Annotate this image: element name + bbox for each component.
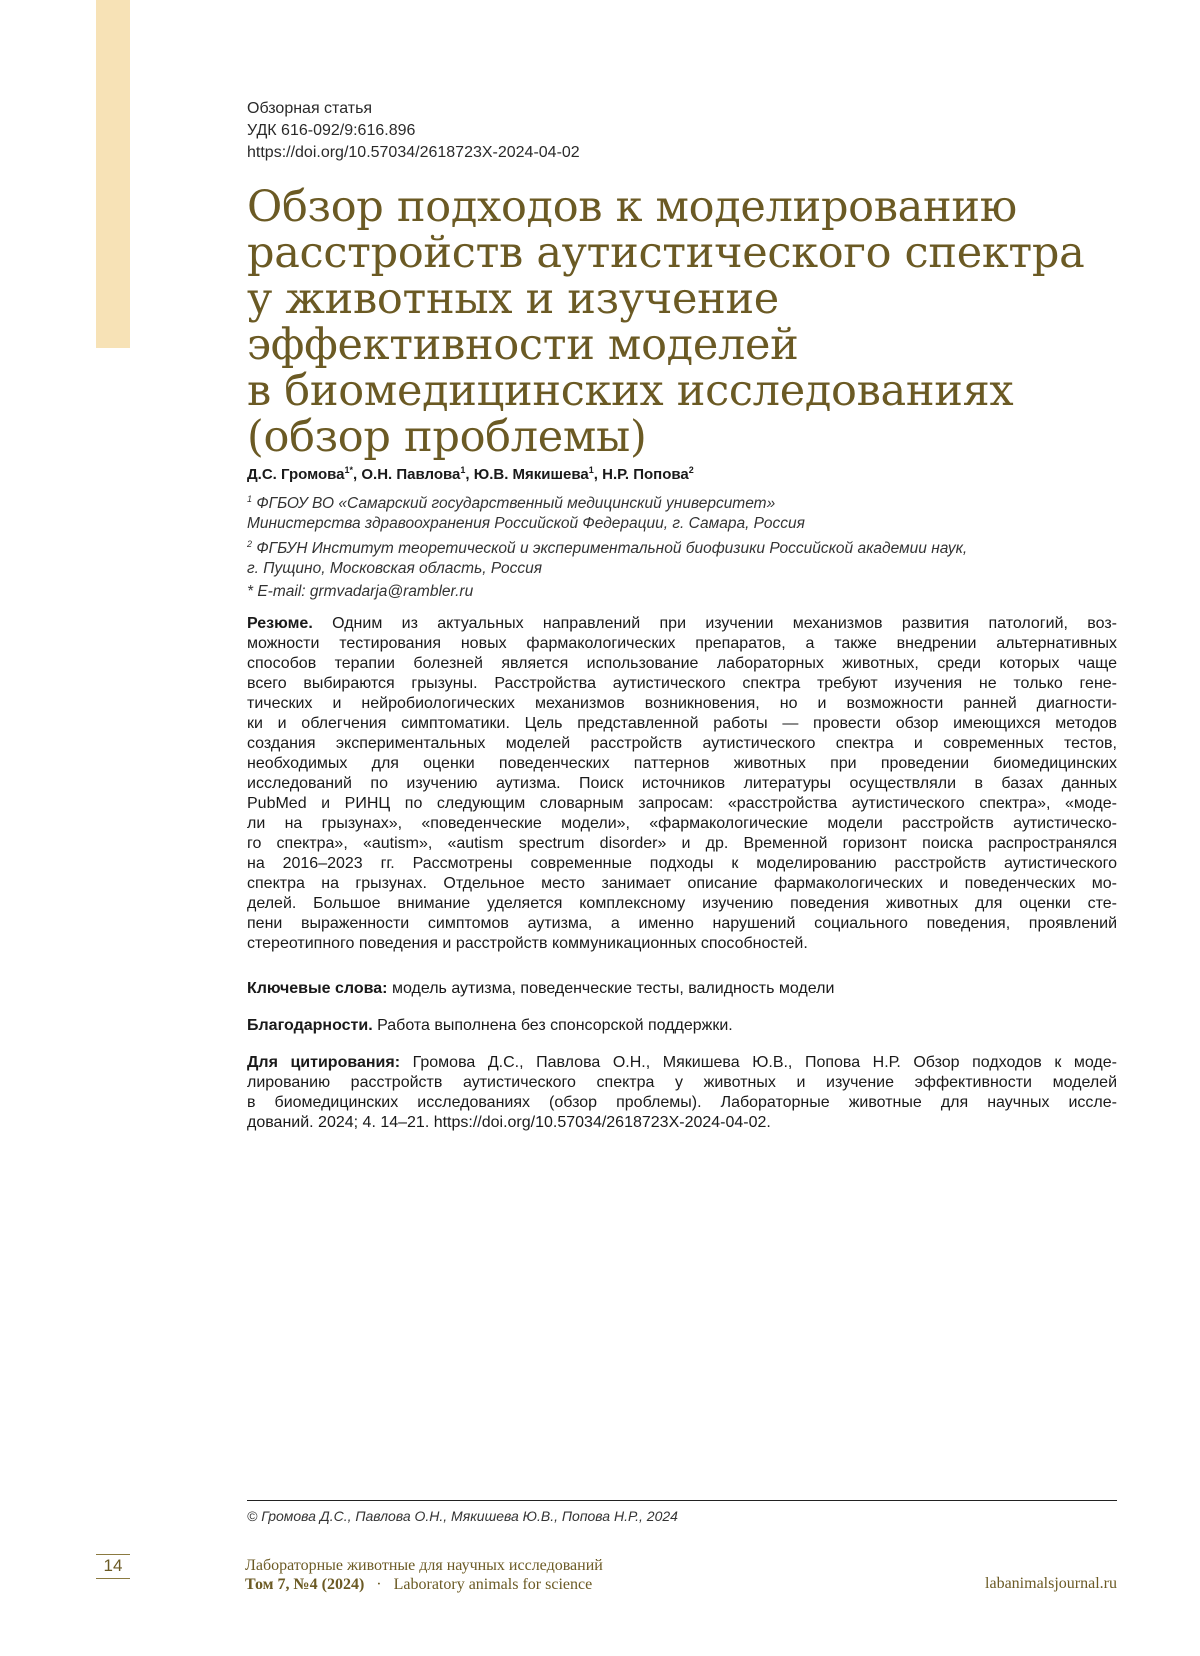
keywords-label: Ключевые слова:	[247, 980, 388, 997]
affiliation-2-line-2: г. Пущино, Московская область, Россия	[247, 560, 543, 577]
abstract-line: стереотипного поведения и расстройств коммуникационных способностей.	[247, 935, 808, 952]
abstract-line: исследований по изучению аутизма. Поиск источников литературы осуществляли в базах данных	[247, 775, 1117, 792]
abstract-line: делей. Большое внимание уделяется комплексному изучению поведения животных для оценки сте-	[247, 895, 1117, 912]
page-number: 14	[96, 1556, 130, 1579]
citation-line: в биомедицинских исследованиях (обзор проблемы). Лабораторные животные для научных иссле-	[247, 1094, 1117, 1111]
citation-line: лированию расстройств аутистического спектра у животных и изучение эффективности моделей	[247, 1074, 1117, 1091]
affiliation-2-line-1: ФГБУН Институт теоретической и экспериментальной биофизики Российской академии наук,	[256, 540, 968, 557]
abstract	[247, 614, 1117, 954]
affiliation-mark: 1	[247, 494, 253, 504]
author-name: Н.Р. Попова	[602, 466, 689, 483]
keywords	[247, 979, 1117, 999]
title-line: расстройств аутистического спектра	[247, 228, 1085, 278]
abstract-line	[247, 614, 1117, 634]
abstract-line: тических и нейробиологических механизмов возникновения, но и возможности ранней диагности-	[247, 695, 1117, 712]
title-line: эффективности моделей	[247, 320, 799, 370]
keywords-text: модель аутизма, поведенческие тесты, валидность модели	[391, 980, 835, 997]
article-title	[247, 184, 1107, 460]
citation-text: Громова Д.С., Павлова О.Н., Мякишева Ю.В., Попова Н.Р. Обзор подходов к моде-	[412, 1054, 1117, 1071]
author-affiliation-mark: 1	[460, 465, 466, 475]
abstract-line: пени выраженности симптомов аутизма, а именно нарушений социального поведения, проявлений	[247, 915, 1117, 932]
abstract-line: можности тестирования новых фармакологических препаратов, а также внедрении альтернативных	[247, 635, 1117, 652]
author-name: Ю.В. Мякишева	[473, 466, 589, 483]
citation	[247, 1053, 1117, 1133]
citation-line	[247, 1053, 1117, 1073]
article-type: Обзорная статья	[247, 100, 373, 117]
journal-title-ru: Лабораторные животные для научных исследований	[245, 1557, 603, 1574]
udc-code: УДК 616-092/9:616.896	[247, 122, 416, 139]
doi-link[interactable]: https://doi.org/10.57034/2618723X-2024-04-02	[247, 144, 580, 161]
acknowledgements-text: Работа выполнена без спонсорской поддержки.	[377, 1017, 733, 1034]
author-affiliation-mark: 1*	[344, 465, 354, 475]
article-meta	[247, 98, 580, 164]
acknowledgements-label: Благодарности.	[247, 1017, 373, 1034]
title-line: (обзор проблемы)	[247, 412, 647, 462]
footer-separator: ·	[376, 1576, 382, 1593]
abstract-line: PubMed и РИНЦ по следующим словарным запросам: «расстройства аутистического спектра», «моде-	[247, 795, 1117, 812]
affiliations	[247, 489, 1127, 602]
decorative-side-bar	[96, 0, 130, 348]
affiliation-1-line-1: ФГБОУ ВО «Самарский государственный медицинский университет»	[256, 495, 776, 512]
title-line: в биомедицинских исследованиях	[247, 366, 1014, 416]
journal-info	[245, 1556, 603, 1594]
abstract-line: способов терапии болезней является использование лабораторных животных, среди которых чаще	[247, 655, 1117, 672]
author-affiliation-mark: 2	[688, 465, 694, 475]
abstract-line: ли на грызунах», «поведенческие модели», «фармакологические модели расстройств аутистическо-	[247, 815, 1117, 832]
author-list: Д.С. Громова$^{1*}$, О.Н. Павлова$^1$, Ю.В. Мякишева$^1$, Н.Р. Попова$^2$	[247, 465, 694, 483]
abstract-line: спектра на грызунах. Отдельное место занимает описание фармакологических и поведенческих мо-	[247, 875, 1117, 892]
title-line: Обзор подходов к моделированию	[247, 182, 1017, 232]
citation-label: Для цитирования:	[247, 1054, 401, 1071]
footer-divider	[247, 1500, 1117, 1501]
abstract-label: Резюме.	[247, 615, 313, 632]
journal-volume: Том 7, №4 (2024)	[245, 1576, 365, 1593]
journal-website[interactable]: labanimalsjournal.ru	[985, 1575, 1117, 1592]
author-affiliation-mark: 1	[588, 465, 594, 475]
abstract-line: всего выбираются грызуны. Расстройства аутистического спектра требуют изучения не только гене-	[247, 675, 1117, 692]
author-name: Д.С. Громова	[247, 466, 345, 483]
abstract-line: создания экспериментальных моделей расстройств аутистического спектра и современных тестов,	[247, 735, 1117, 752]
citation-line: дований. 2024; 4. 14–21. https://doi.org/10.57034/2618723X-2024-04-02.	[247, 1114, 771, 1131]
abstract-line: необходимых для оценки поведенческих паттернов животных при проведении биомедицинских	[247, 755, 1117, 772]
abstract-line: го спектра», «autism», «autism spectrum disorder» и др. Временной горизонт поиска распространялся	[247, 835, 1117, 852]
abstract-line: на 2016–2023 гг. Рассмотрены современные подходы к моделированию расстройств аутистического	[247, 855, 1117, 872]
acknowledgements	[247, 1016, 1117, 1036]
affiliation-1-line-2: Министерства здравоохранения Российской Федерации, г. Самара, Россия	[247, 515, 805, 532]
abstract-text: Одним из актуальных направлений при изучении механизмов развития патологий, воз-	[332, 615, 1117, 632]
page-number-rule	[96, 1554, 130, 1555]
corresponding-email[interactable]: * E-mail: grmvadarja@rambler.ru	[247, 583, 474, 600]
affiliation-mark: 2	[247, 539, 253, 549]
title-line: у животных и изучение	[247, 274, 779, 324]
abstract-line: ки и облегчения симптоматики. Цель представленной работы — провести обзор имеющихся методов	[247, 715, 1117, 732]
copyright-notice: © Громова Д.С., Павлова О.Н., Мякишева Ю.В., Попова Н.Р., 2024	[247, 1508, 678, 1524]
journal-title-en: Laboratory animals for science	[393, 1576, 593, 1593]
author-name: О.Н. Павлова	[361, 466, 461, 483]
